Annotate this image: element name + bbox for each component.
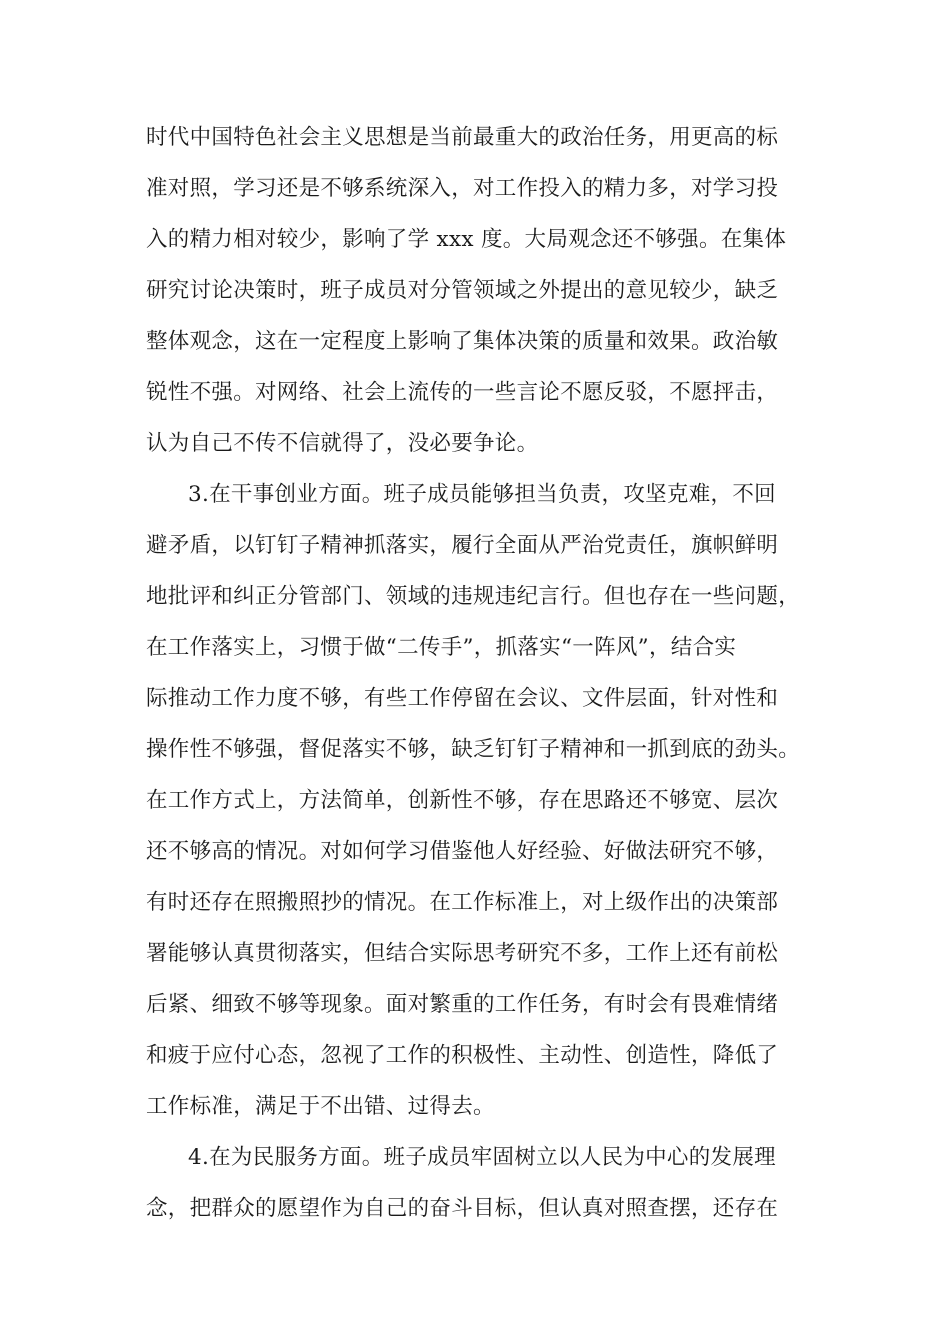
paragraph-heading-line: 3.在干事创业方面。班子成员能够担当负责，攻坚克难，不回 <box>188 482 776 507</box>
text-line: 认为自己不传不信就得了，没必要争论。 <box>146 431 539 456</box>
text-line: 时代中国特色社会主义思想是当前最重大的政治任务，用更高的标 <box>146 125 779 150</box>
text-line: 和疲于应付心态，忽视了工作的积极性、主动性、创造性，降低了 <box>146 1043 779 1068</box>
text-line: 锐性不强。对网络、社会上流传的一些言论不愿反驳，不愿抨击， <box>146 380 779 405</box>
text-line: 避矛盾，以钉钉子精神抓落实，履行全面从严治党责任，旗帜鲜明 <box>146 533 779 558</box>
text-line: 在工作方式上，方法简单，创新性不够，存在思路还不够宽、层次 <box>146 788 779 813</box>
text-line: 研究讨论决策时，班子成员对分管领域之外提出的意见较少，缺乏 <box>146 278 779 303</box>
text-line: 工作标准，满足于不出错、过得去。 <box>146 1094 495 1119</box>
text-line: 地批评和纠正分管部门、领域的违规违纪言行。但也存在一些问题， <box>146 584 801 609</box>
text-line: 整体观念，这在一定程度上影响了集体决策的质量和效果。政治敏 <box>146 329 779 354</box>
text-line: 署能够认真贯彻落实，但结合实际思考研究不多，工作上还有前松 <box>146 941 779 966</box>
text-line: 准对照，学习还是不够系统深入，对工作投入的精力多，对学习投 <box>146 176 779 201</box>
text-line: 操作性不够强，督促落实不够，缺乏钉钉子精神和一抓到底的劲头。 <box>146 737 801 762</box>
text-line: 后紧、细致不够等现象。面对繁重的工作任务，有时会有畏难情绪 <box>146 992 779 1017</box>
text-line: 还不够高的情况。对如何学习借鉴他人好经验、好做法研究不够， <box>146 839 779 864</box>
text-line: 有时还存在照搬照抄的情况。在工作标准上，对上级作出的决策部 <box>146 890 779 915</box>
paragraph-heading-line: 4.在为民服务方面。班子成员牢固树立以人民为中心的发展理 <box>188 1145 776 1170</box>
text-line: 际推动工作力度不够，有些工作停留在会议、文件层面，针对性和 <box>146 686 779 711</box>
text-line: 在工作落实上，习惯于做“二传手”，抓落实“一阵风”，结合实 <box>146 635 737 660</box>
text-line: 入的精力相对较少，影响了学 xxx 度。大局观念还不够强。在集体 <box>146 227 787 252</box>
text-line: 念，把群众的愿望作为自己的奋斗目标，但认真对照查摆，还存在 <box>146 1196 779 1221</box>
